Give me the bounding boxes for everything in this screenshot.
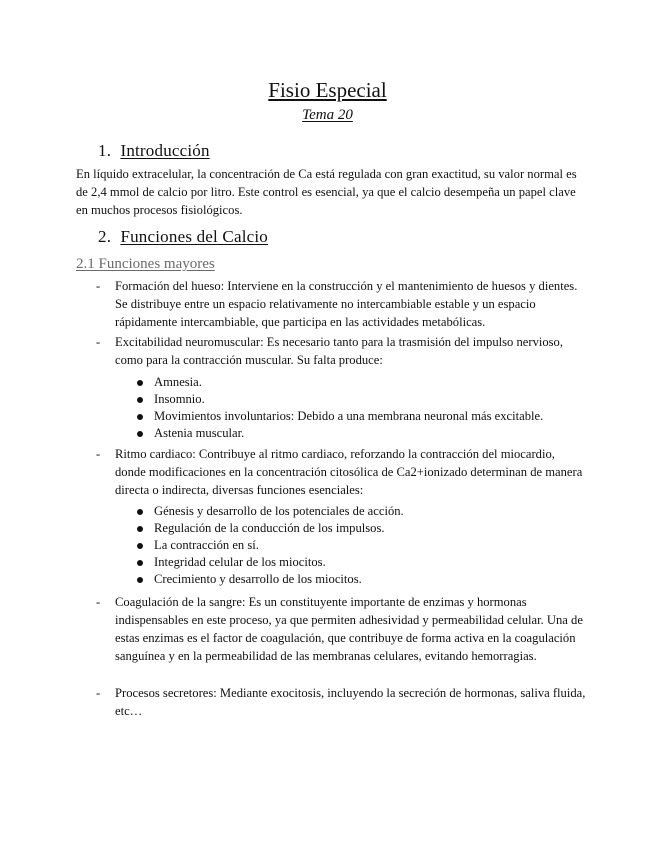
list-item-text: Excitabilidad neuromuscular: Es necesario tanto para la trasmisión del impulso nervioso, como para la contracción muscular. Su falta produce: bbox=[115, 335, 564, 367]
bullet-dot-icon bbox=[137, 397, 143, 403]
bullet-dot-icon bbox=[137, 380, 143, 386]
dash-marker: - bbox=[96, 279, 101, 293]
dash-marker: - bbox=[96, 335, 101, 349]
list-item-formacion-hueso bbox=[96, 277, 586, 331]
bullet-item bbox=[134, 520, 584, 537]
section-heading-introduccion bbox=[98, 141, 210, 161]
section-title: Introducción bbox=[120, 141, 210, 160]
section-title: Funciones del Calcio bbox=[120, 227, 268, 246]
document-subtitle: Tema 20 bbox=[302, 107, 353, 123]
list-item-text: Ritmo cardiaco: Contribuye al ritmo cardiaco, reforzando la contracción del miocardio, donde modificaciones en la concentración citosólica de Ca2+ionizado determinan de manera directa o indirecta, diversas funciones esenciales: bbox=[115, 447, 583, 497]
bullet-item bbox=[134, 425, 584, 442]
section-heading-funciones bbox=[98, 227, 268, 247]
bullet-text: Crecimiento y desarrollo de los miocitos. bbox=[154, 572, 362, 586]
list-item-coagulacion bbox=[96, 593, 586, 665]
bullet-item bbox=[134, 374, 584, 391]
bullet-dot-icon bbox=[137, 560, 143, 566]
bullet-dot-icon bbox=[137, 414, 143, 420]
bullet-dot-icon bbox=[137, 526, 143, 532]
bullet-dot-icon bbox=[137, 577, 143, 583]
subsection-heading: 2.1 Funciones mayores bbox=[76, 256, 215, 272]
list-item-text: Coagulación de la sangre: Es un constituyente importante de enzimas y hormonas indispensables en este proceso, ya que permiten adhesividad y permeabilidad celular. Una de estas enzimas es el factor de coagulación, que contribuye de forma activa en la coagulación sanguínea y en la permeabilidad de las membranas celulares, evitando hemorragias. bbox=[115, 595, 583, 663]
bullet-text: Regulación de la conducción de los impulsos. bbox=[154, 521, 385, 535]
bullet-text: Insomnio. bbox=[154, 392, 205, 406]
bullet-text: La contracción en sí. bbox=[154, 538, 259, 552]
intro-paragraph: En líquido extracelular, la concentración de Ca está regulada con gran exactitud, su valor normal es de 2,4 mmol de calcio por litro. Este control es esencial, ya que el calcio desempeña un papel clave en muchos procesos fisiológicos. bbox=[76, 167, 577, 217]
bullet-text: Integridad celular de los miocitos. bbox=[154, 555, 326, 569]
bullet-list-funciones bbox=[134, 503, 584, 588]
document-title: Fisio Especial bbox=[268, 78, 387, 102]
bullet-list-sintomas bbox=[134, 374, 584, 442]
bullet-item bbox=[134, 537, 584, 554]
bullet-text: Astenia muscular. bbox=[154, 426, 245, 440]
bullet-item bbox=[134, 554, 584, 571]
bullet-item bbox=[134, 571, 584, 588]
bullet-item bbox=[134, 408, 584, 425]
list-item-text: Procesos secretores: Mediante exocitosis, incluyendo la secreción de hormonas, saliva fluida, etc… bbox=[115, 686, 586, 718]
section-number: 1. bbox=[98, 141, 112, 160]
bullet-text: Amnesia. bbox=[154, 375, 202, 389]
list-item-excitabilidad bbox=[96, 333, 586, 369]
bullet-dot-icon bbox=[137, 509, 143, 515]
dash-marker: - bbox=[96, 686, 101, 700]
list-item-ritmo-cardiaco bbox=[96, 445, 586, 499]
bullet-dot-icon bbox=[137, 543, 143, 549]
bullet-dot-icon bbox=[137, 431, 143, 437]
bullet-item bbox=[134, 391, 584, 408]
list-item-procesos-secretores bbox=[96, 684, 586, 720]
dash-marker: - bbox=[96, 595, 101, 609]
bullet-item bbox=[134, 503, 584, 520]
dash-marker: - bbox=[96, 447, 101, 461]
section-number: 2. bbox=[98, 227, 112, 246]
bullet-text: Movimientos involuntarios: Debido a una membrana neuronal más excitable. bbox=[154, 409, 544, 423]
bullet-text: Génesis y desarrollo de los potenciales de acción. bbox=[154, 504, 404, 518]
list-item-text: Formación del hueso: Interviene en la construcción y el mantenimiento de huesos y dientes. Se distribuye entre un espacio relativamente no intercambiable estable y un espacio rápidamente intercambiable, que participa en las actividades metabólicas. bbox=[115, 279, 578, 329]
